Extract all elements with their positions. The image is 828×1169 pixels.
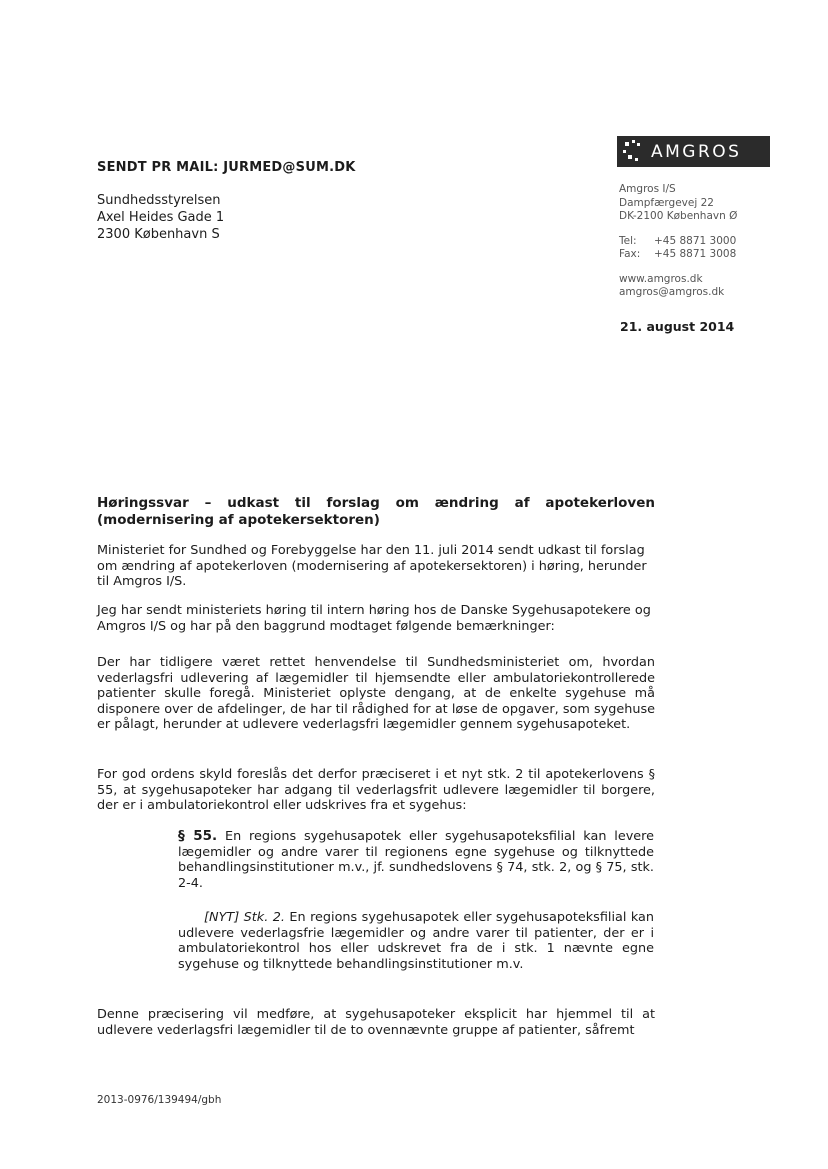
subject-line-1 [97,495,655,512]
sender-city: DK-2100 København Ø [619,210,738,222]
subject-word: – [204,495,212,511]
paragraph-5: Denne præcisering vil medføre, at sygehusapoteker eksplicit har hjemmel til at udlevere vederlagsfri lægemidler til de to ovennævnte gruppe af patienter, såfremt [97,1007,655,1038]
paragraph-3: Der har tidligere været rettet henvendelse til Sundhedsministeriet om, hvordan vederlagsfri udlevering af lægemidler til hjemsendte eller ambulatoriekontrollerede patienter skulle foregå. Ministeriet oplyste dengang, at de enkelte sygehuse må disponere over de afdelinger, de har til rådighed for at løse de opgaver, som sygehuse er pålagt, herunder at udlevere vederlagsfri lægemidler gennem sygehusapoteket. [97,655,655,732]
paragraph-1: Ministeriet for Sundhed og Forebyggelse har den 11. juli 2014 sendt udkast til forslag om ændring af apotekerloven (modernisering af apotekersektoren) i høring, herunder til Amgros I/S. [97,543,647,589]
quote-section-55-lead: § 55. [178,828,218,844]
amgros-logo-text: AMGROS [651,141,742,162]
subject-word: ændring [434,495,499,511]
sender-street: Dampfærgevej 22 [619,196,714,209]
recipient-address [97,192,224,243]
sender-name: Amgros I/S [619,183,676,195]
quote-section-55-text: En regions sygehusapotek eller sygehusapoteksfilial kan levere lægemidler og andre varer til regionens egne sygehuse og tilknyttede behandlingsinstitutioner m.v., jf. sundhedslovens § 74, stk. 2, og § 75, stk. 2-4. [178,829,654,891]
subject-line-2: (modernisering af apotekersektoren) [97,512,380,528]
subject-word: forslag [326,495,380,511]
subject-word: apotekerloven [545,495,655,511]
sender-web[interactable]: www.amgros.dk [619,272,703,285]
subject-word: Høringssvar [97,495,189,511]
quote-section-55 [178,829,654,891]
recipient-street: Axel Heides Gade 1 [97,210,225,225]
paragraph-2: Jeg har sendt ministeriets høring til intern høring hos de Danske Sygehusapotekere og Amgros I/S og har på den baggrund modtaget følgende bemærkninger: [97,603,651,634]
subject-word: udkast [227,495,280,511]
amgros-logo [617,136,770,167]
subject-word: om [395,495,419,511]
subject-word: til [294,495,311,511]
sender-tel-row [619,235,737,249]
paragraph-4: For god ordens skyld foreslås det derfor præciseret i et nyt stk. 2 til apotekerlovens § 55, at sygehusapoteker har adgang til vederlagsfrit udlevere lægemidler til borgere, der er i ambulatoriekontrol eller udskrives fra et sygehus: [97,767,655,813]
sender-block [619,183,737,300]
subject-heading [97,495,655,529]
recipient-city: 2300 København S [97,227,220,242]
recipient-name: Sundhedsstyrelsen [97,193,221,208]
document-reference: 2013-0976/139494/gbh [97,1094,222,1106]
fax-value: +45 8871 3008 [654,248,737,260]
quote-stk-2-text: En regions sygehusapotek eller sygehusapoteksfilial kan udlevere vederlagsfrie lægemidler og andre varer til patienter, der er i ambulatoriekontrol hos eller udskrevet fra de i stk. 1 nævnte egne sygehuse og tilknyttede behandlingsinstitutioner m.v. [178,910,654,972]
sendt-pr-mail-line: SENDT PR MAIL: JURMED@SUM.DK [97,160,356,175]
amgros-logo-icon [617,136,651,167]
tel-label: Tel: [619,234,637,247]
fax-label: Fax: [619,248,641,260]
letter-date: 21. august 2014 [620,319,735,334]
sender-email[interactable]: amgros@amgros.dk [619,286,725,298]
subject-word: af [514,495,530,511]
sender-fax-row [619,248,737,262]
quote-stk-2-lead: [NYT] Stk. 2. [204,910,285,925]
quote-stk-2 [178,910,654,972]
tel-value: +45 8871 3000 [654,234,737,247]
